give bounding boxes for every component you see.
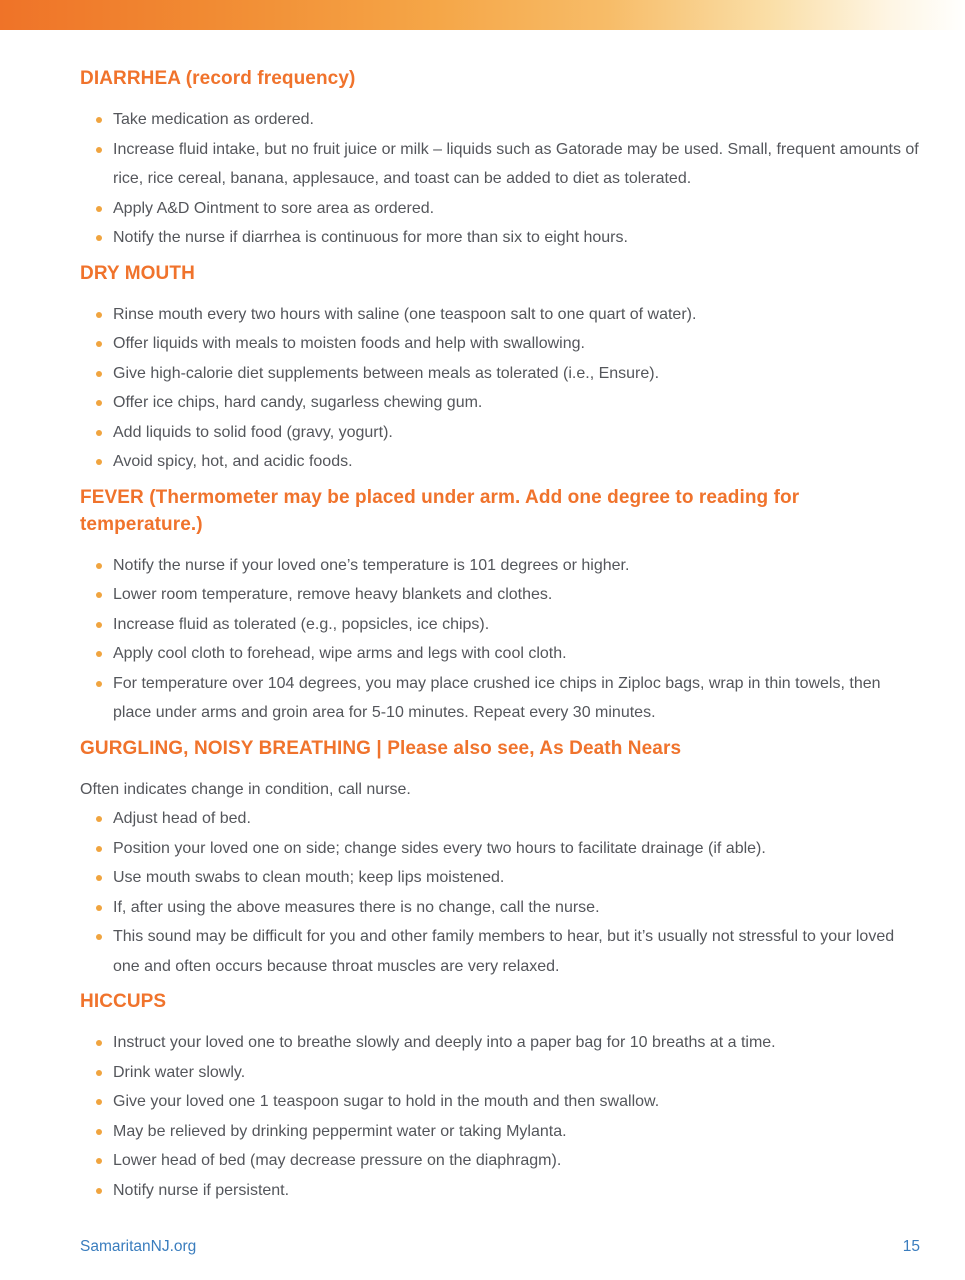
bullet-item — [80, 1146, 920, 1176]
section-fever — [80, 484, 920, 728]
bullet-dot — [96, 206, 102, 212]
bullet-dot — [96, 1099, 102, 1105]
bullet-item — [80, 388, 920, 418]
bullet-item — [80, 893, 920, 923]
bullet-text: This sound may be difficult for you and other family members to hear, but it’s usually not stressful to your loved one and often occurs because throat muscles are very relaxed. — [113, 928, 895, 975]
bullet-dot — [96, 622, 102, 628]
section-heading: HICCUPS — [80, 991, 167, 1012]
bullet-text: Instruct your loved one to breathe slowly and deeply into a paper bag for 10 breaths at a time. — [113, 1034, 776, 1051]
bullet-item — [80, 863, 920, 893]
bullet-dot — [96, 681, 102, 687]
bullet-item — [80, 223, 920, 253]
section-hiccups — [80, 988, 920, 1205]
bullet-item — [80, 1058, 920, 1088]
bullet-list — [80, 105, 920, 253]
bullet-item — [80, 610, 920, 640]
bullet-dot — [96, 592, 102, 598]
bullet-text: Take medication as ordered. — [113, 111, 314, 128]
bullet-item — [80, 447, 920, 477]
bullet-item — [80, 669, 920, 728]
section-intro: Often indicates change in condition, call nurse. — [80, 780, 411, 798]
bullet-text: Give high-calorie diet supplements between meals as tolerated (i.e., Ensure). — [113, 364, 660, 382]
bullet-item — [80, 300, 920, 330]
bullet-text: If, after using the above measures there is no change, call the nurse. — [113, 898, 600, 916]
bullet-item — [80, 135, 920, 194]
bullet-dot — [96, 875, 102, 881]
bullet-text: Rinse mouth every two hours with saline (one teaspoon salt to one quart of water). — [113, 305, 697, 323]
bullet-item — [80, 639, 920, 669]
page-content — [0, 65, 965, 1205]
bullet-text: Add liquids to solid food (gravy, yogurt). — [113, 423, 393, 441]
bullet-item — [80, 551, 920, 581]
bullet-text: Notify nurse if persistent. — [113, 1181, 290, 1199]
bullet-dot — [96, 1040, 102, 1046]
section-diarrhea — [80, 65, 920, 253]
section-heading: DRY MOUTH — [80, 262, 195, 284]
page-number: 15 — [902, 1238, 920, 1255]
bullet-dot — [96, 400, 102, 406]
bullet-text: Offer ice chips, hard candy, sugarless chewing gum. — [113, 394, 483, 411]
bullet-dot — [96, 312, 102, 318]
bullet-item — [80, 1117, 920, 1147]
section-gurgling-noisy-breathing — [80, 735, 920, 982]
section-heading: FEVER (Thermometer may be placed under arm. Add one degree to reading for temperature.) — [80, 486, 800, 535]
header-gradient-bar — [0, 0, 965, 30]
bullet-dot — [96, 1129, 102, 1135]
bullet-text: Adjust head of bed. — [113, 810, 251, 827]
bullet-dot — [96, 563, 102, 569]
bullet-dot — [96, 371, 102, 377]
bullet-dot — [96, 235, 102, 241]
bullet-item — [80, 834, 920, 864]
bullet-text: Use mouth swabs to clean mouth; keep lips moistened. — [113, 869, 505, 886]
section-heading: GURGLING, NOISY BREATHING | Please also see, As Death Nears — [80, 737, 682, 759]
bullet-text: Drink water slowly. — [113, 1063, 246, 1081]
bullet-text: Lower room temperature, remove heavy blankets and clothes. — [113, 586, 553, 603]
bullet-text: Avoid spicy, hot, and acidic foods. — [113, 453, 353, 470]
bullet-text: May be relieved by drinking peppermint water or taking Mylanta. — [113, 1122, 567, 1140]
bullet-list — [80, 300, 920, 477]
bullet-item — [80, 329, 920, 359]
bullet-dot — [96, 846, 102, 852]
bullet-dot — [96, 147, 102, 153]
bullet-item — [80, 1087, 920, 1117]
bullet-item — [80, 359, 920, 389]
bullet-dot — [96, 905, 102, 911]
bullet-text: Offer liquids with meals to moisten foods and help with swallowing. — [113, 335, 585, 352]
bullet-list — [80, 1028, 920, 1205]
page-footer — [80, 1237, 920, 1257]
bullet-item — [80, 1176, 920, 1206]
bullet-dot — [96, 1158, 102, 1164]
bullet-text: Notify the nurse if your loved one’s temperature is 101 degrees or higher. — [113, 556, 630, 574]
bullet-dot — [96, 651, 102, 657]
bullet-text: Apply A&D Ointment to sore area as ordered. — [113, 199, 435, 217]
section-heading: DIARRHEA (record frequency) — [80, 68, 356, 89]
bullet-dot — [96, 934, 102, 940]
section-dry-mouth — [80, 260, 920, 477]
footer-link[interactable]: SamaritanNJ.org — [80, 1238, 197, 1255]
bullet-item — [80, 194, 920, 224]
bullet-dot — [96, 816, 102, 822]
bullet-text: Apply cool cloth to forehead, wipe arms and legs with cool cloth. — [113, 645, 567, 662]
bullet-dot — [96, 459, 102, 465]
bullet-item — [80, 105, 920, 135]
bullet-list — [80, 551, 920, 728]
bullet-dot — [96, 1070, 102, 1076]
bullet-list — [80, 804, 920, 981]
bullet-text: Position your loved one on side; change sides every two hours to facilitate drainage (if able). — [113, 839, 766, 857]
bullet-item — [80, 922, 920, 981]
bullet-item — [80, 1028, 920, 1058]
bullet-dot — [96, 341, 102, 347]
bullet-text: For temperature over 104 degrees, you may place crushed ice chips in Ziploc bags, wrap in thin towels, then place under arms and groin area for 5-10 minutes. Repeat every 30 minutes. — [113, 674, 881, 721]
bullet-text: Notify the nurse if diarrhea is continuous for more than six to eight hours. — [113, 229, 628, 246]
bullet-item — [80, 804, 920, 834]
bullet-text: Lower head of bed (may decrease pressure on the diaphragm). — [113, 1152, 562, 1169]
sections-container — [80, 65, 920, 1205]
bullet-dot — [96, 1188, 102, 1194]
bullet-text: Give your loved one 1 teaspoon sugar to hold in the mouth and then swallow. — [113, 1093, 660, 1110]
bullet-dot — [96, 430, 102, 436]
bullet-text: Increase fluid as tolerated (e.g., popsicles, ice chips). — [113, 615, 490, 633]
bullet-item — [80, 418, 920, 448]
bullet-text: Increase fluid intake, but no fruit juice or milk – liquids such as Gatorade may be used. Small, frequent amounts of rice, rice cereal, banana, applesauce, and toast can be added to diet as tolerated. — [113, 140, 919, 187]
bullet-item — [80, 580, 920, 610]
bullet-dot — [96, 117, 102, 123]
